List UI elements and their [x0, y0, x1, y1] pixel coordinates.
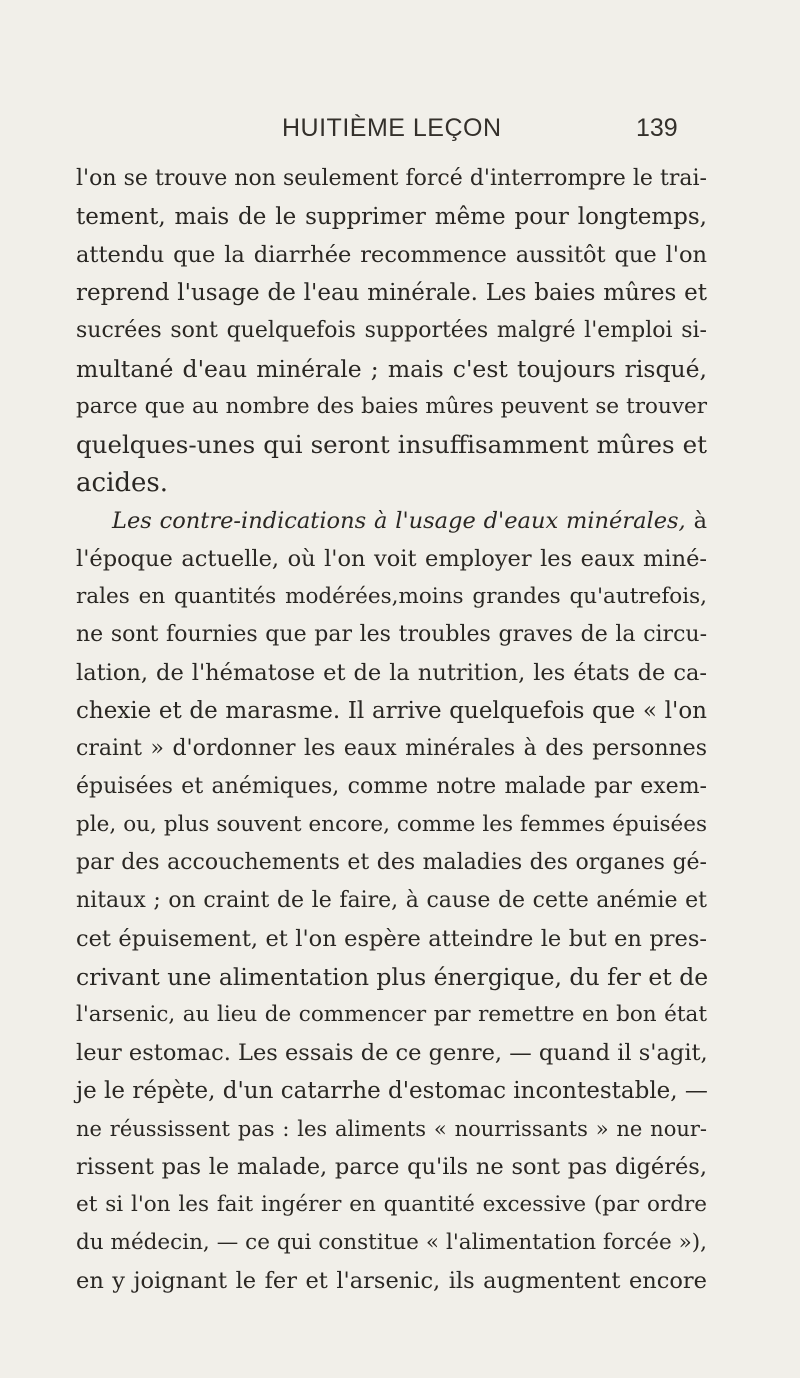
text-line: ne réussissent pas : les aliments « nourrissants » ne nour- — [76, 1117, 707, 1141]
text-line: quelques-unes qui seront insuffisamment mûres et — [76, 430, 707, 459]
text-line: ple, ou, plus souvent encore, comme les femmes épuisées — [76, 812, 707, 837]
text-line: acides. — [76, 468, 169, 498]
text-line: reprend l'usage de l'eau minérale. Les baies mûres et — [76, 280, 707, 306]
text-line: l'arsenic, au lieu de commencer par remettre en bon état — [76, 1002, 707, 1027]
text-line: nitaux ; on craint de le faire, à cause de cette anémie et — [76, 888, 707, 913]
text-line: l'époque actuelle, où l'on voit employer les eaux miné- — [76, 546, 707, 572]
text-line: lation, de l'hématose et de la nutrition, les états de ca- — [76, 660, 707, 686]
text-line: craint » d'ordonner les eaux minérales à des personnes — [76, 736, 707, 761]
running-title: HUITIÈME LEÇON — [282, 114, 502, 142]
section-line — [112, 502, 707, 540]
text-line: et si l'on les fait ingérer en quantité excessive (par ordre — [76, 1192, 707, 1217]
text-line: du médecin, — ce qui constitue « l'alimentation forcée »), — [76, 1230, 707, 1255]
text-line: chexie et de marasme. Il arrive quelquefois que « l'on — [76, 698, 707, 724]
text-line: tement, mais de le supprimer même pour longtemps, — [76, 204, 707, 230]
text-fragment: à — [693, 508, 707, 534]
text-line: par des accouchements et des maladies des organes gé- — [76, 850, 707, 875]
running-head — [0, 114, 800, 154]
page-number: 139 — [636, 114, 678, 142]
text-line: sucrées sont quelquefois supportées malgré l'emploi si- — [76, 318, 707, 343]
text-line: leur estomac. Les essais de ce genre, — quand il s'agit, — [76, 1040, 708, 1066]
text-line: épuisées et anémiques, comme notre malade par exem- — [76, 774, 707, 799]
text-line: crivant une alimentation plus énergique, du fer et de — [76, 963, 709, 991]
text-line: cet épuisement, et l'on espère atteindre le but en pres- — [76, 926, 707, 952]
text-line: l'on se trouve non seulement forcé d'interrompre le trai- — [76, 166, 707, 191]
text-line: en y joignant le fer et l'arsenic, ils augmentent encore — [76, 1268, 707, 1294]
text-line: ne sont fournies que par les troubles graves de la circu- — [76, 622, 707, 647]
text-line: rales en quantités modérées,moins grandes qu'autrefois, — [76, 584, 707, 609]
text-line: je le répète, d'un catarrhe d'estomac incontestable, — — [76, 1078, 708, 1104]
text-line: attendu que la diarrhée recommence aussitôt que l'on — [76, 242, 707, 268]
text-line: parce que au nombre des baies mûres peuvent se trouver — [76, 394, 707, 419]
section-heading: Les contre-indications à l'usage d'eaux minérales, — [112, 508, 686, 534]
text-line: multané d'eau minérale ; mais c'est toujours risqué, — [76, 355, 707, 383]
text-line: rissent pas le malade, parce qu'ils ne sont pas digérés, — [76, 1154, 707, 1180]
